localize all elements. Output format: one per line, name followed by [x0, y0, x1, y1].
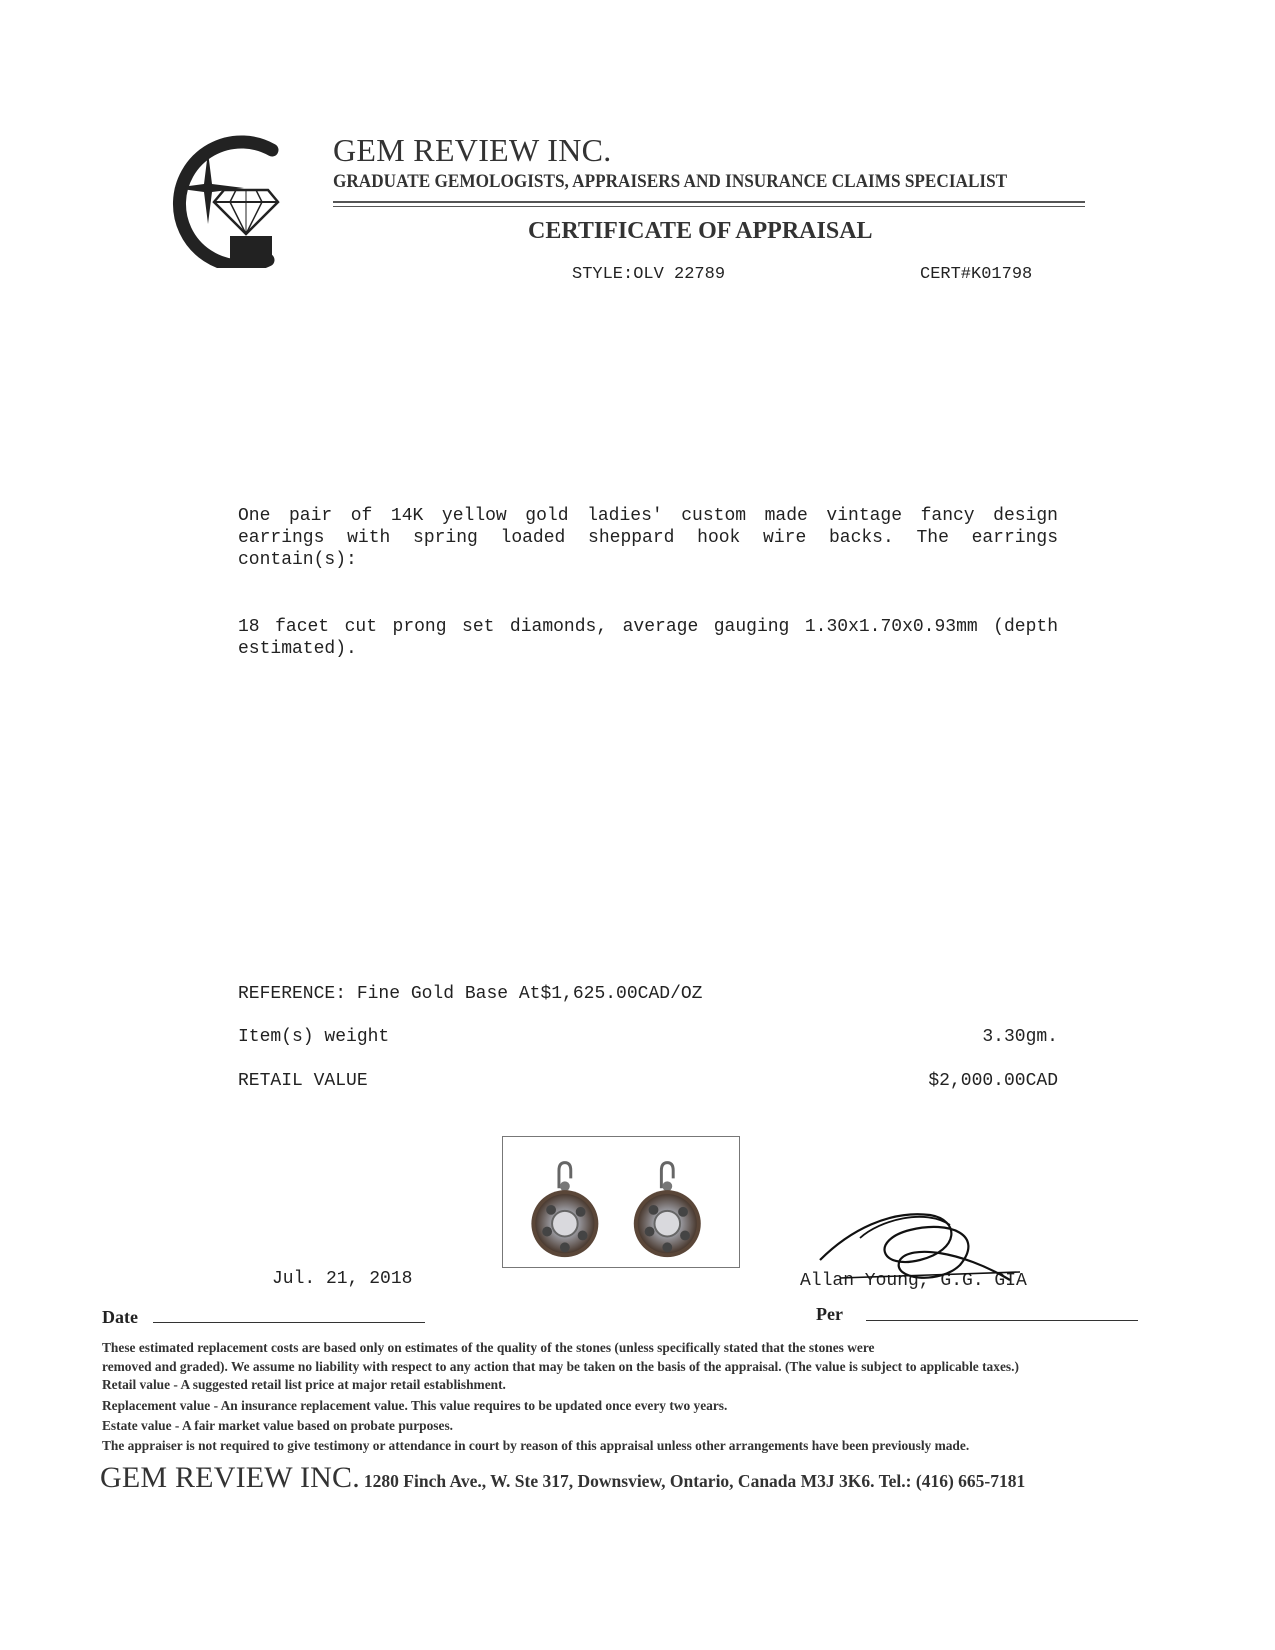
header-divider	[333, 201, 1085, 207]
weight-value: 3.30gm.	[982, 1027, 1058, 1047]
earring-right	[634, 1163, 701, 1258]
style-number: STYLE:OLV 22789	[572, 265, 726, 284]
company-tagline: GRADUATE GEMOLOGISTS, APPRAISERS AND INSURANCE CLAIMS SPECIALIST	[333, 172, 1008, 192]
gold-reference: REFERENCE: Fine Gold Base At$1,625.00CAD/OZ	[238, 984, 703, 1004]
item-description: One pair of 14K yellow gold ladies' custom made vintage fancy design earrings with spring loaded sheppard hook wire backs. The earrings contain(s):	[238, 506, 1058, 570]
earring-left	[531, 1163, 598, 1258]
weight-label: Item(s) weight	[238, 1027, 390, 1047]
earrings-photo	[502, 1136, 740, 1268]
appraiser-signature	[810, 1190, 1040, 1300]
retail-value-amount: $2,000.00CAD	[928, 1071, 1058, 1091]
appraiser-name: Allan Young, G.G. GIA	[800, 1271, 1027, 1291]
disclaimer-line: removed and graded). We assume no liability with respect to any action that may be taken on the basis of the appraisal. (The value is subject to applicable taxes.)	[102, 1359, 1019, 1374]
disclaimer-line: Retail value - A suggested retail list price at major retail establishment.	[102, 1377, 506, 1392]
footer-company-name: GEM REVIEW INC.	[100, 1461, 360, 1494]
disclaimer-line: Estate value - A fair market value based on probate purposes.	[102, 1418, 454, 1433]
date-signature-line	[153, 1322, 425, 1323]
footer	[100, 1461, 1025, 1495]
appraisal-date: Jul. 21, 2018	[272, 1269, 413, 1289]
per-label: Per	[816, 1304, 843, 1324]
stone-details: 18 facet cut prong set diamonds, average gauging 1.30x1.70x0.93mm (depth estimated).	[238, 617, 1058, 659]
disclaimer-line: These estimated replacement costs are based only on estimates of the quality of the stones (unless specifically stated that the stones were	[102, 1340, 875, 1355]
date-label: Date	[102, 1307, 138, 1327]
retail-value-label: RETAIL VALUE	[238, 1071, 368, 1091]
disclaimer-line: Replacement value - An insurance replacement value. This value requires to be updated once every two years.	[102, 1398, 728, 1413]
certificate-number: CERT#K01798	[920, 265, 1033, 284]
footer-address: 1280 Finch Ave., W. Ste 317, Downsview, Ontario, Canada M3J 3K6. Tel.: (416) 665-7181	[363, 1471, 1026, 1491]
disclaimer-line: The appraiser is not required to give testimony or attendance in court by reason of this appraisal unless other arrangements have been previously made.	[102, 1438, 970, 1453]
company-logo	[160, 128, 290, 268]
per-signature-line	[866, 1320, 1138, 1321]
diamond-icon	[214, 190, 278, 234]
company-name: GEM REVIEW INC.	[333, 132, 612, 168]
certificate-title: CERTIFICATE OF APPRAISAL	[528, 218, 873, 244]
